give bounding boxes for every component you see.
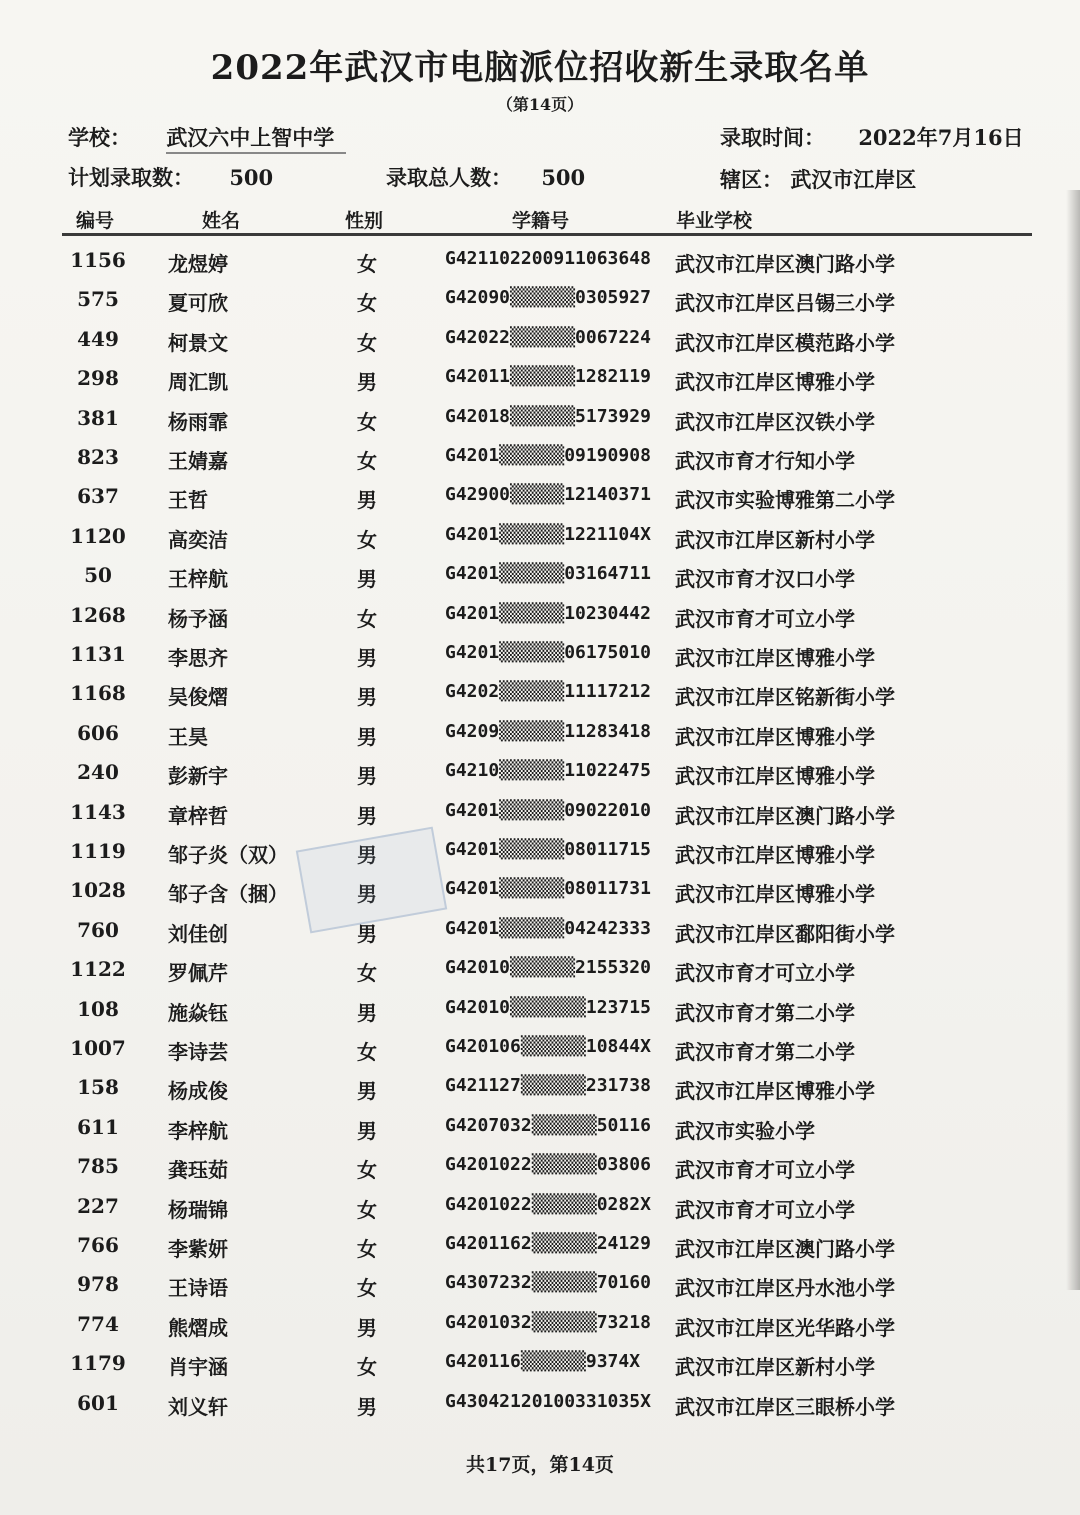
row-graduate-school: 武汉市江岸区模范路小学: [675, 330, 895, 355]
row-sex: 男: [357, 921, 377, 946]
row-name: 邹子炎（双）: [168, 843, 288, 867]
column-header-no: 编号: [76, 210, 115, 232]
row-name: 邹子含（捆）: [168, 882, 288, 907]
column-header-name: 姓名: [202, 210, 241, 232]
table-row: [0, 1383, 1080, 1422]
table-row: [0, 358, 1080, 397]
row-sex: 女: [357, 1040, 377, 1064]
row-student-id: G42011▒▒▒▒▒▒1282119: [445, 366, 651, 388]
row-sex: 男: [357, 1079, 377, 1104]
row-student-id: G42010▒▒▒▒▒▒▒123715: [445, 996, 651, 1018]
row-name: 王哲: [168, 488, 208, 513]
row-name: 章梓哲: [168, 803, 228, 828]
table-row: [0, 437, 1080, 476]
row-name: 高奕洁: [168, 527, 228, 552]
table-row: [0, 1186, 1080, 1225]
row-student-id: G4201022▒▒▒▒▒▒03806: [445, 1154, 651, 1176]
row-student-id: G4207032▒▒▒▒▒▒50116: [445, 1114, 651, 1136]
total-value: 500: [541, 165, 586, 190]
row-sex: 男: [357, 724, 377, 749]
table-row: [0, 398, 1080, 437]
row-name: 罗佩芹: [168, 961, 228, 986]
row-sex: 女: [357, 330, 377, 355]
row-name: 施焱钰: [168, 1000, 228, 1025]
row-sex: 女: [357, 606, 377, 631]
row-name: 刘佳创: [168, 921, 228, 946]
row-sex: 男: [357, 843, 377, 867]
table-row: [0, 1343, 1080, 1382]
row-name: 杨予涵: [168, 606, 228, 631]
row-name: 王梓航: [168, 567, 228, 592]
row-name: 李紫妍: [168, 1237, 228, 1261]
row-student-id: G420106▒▒▒▒▒▒10844X: [445, 1036, 651, 1057]
table-row: [0, 752, 1080, 791]
row-student-id: G4210▒▒▒▒▒▒11022475: [445, 760, 651, 782]
row-student-id: G42010▒▒▒▒▒▒2155320: [445, 957, 651, 979]
school-field: [68, 122, 346, 152]
row-student-id: G4201▒▒▒▒▒▒09190908: [445, 445, 651, 466]
plan-field: [68, 162, 273, 192]
row-name: 李思齐: [168, 646, 228, 670]
row-number: 823: [77, 445, 119, 469]
row-student-id: G4201▒▒▒▒▒▒04242333: [445, 917, 651, 939]
table-row: [0, 1264, 1080, 1303]
row-student-id: G420116▒▒▒▒▒▒9374X: [445, 1351, 641, 1373]
school-label: 学校：: [68, 125, 131, 150]
row-name: 彭新宇: [168, 764, 228, 789]
row-student-id: G42090▒▒▒▒▒▒0305927: [445, 287, 651, 309]
row-graduate-school: 武汉市江岸区博雅小学: [675, 764, 875, 789]
row-graduate-school: 武汉市江岸区澳门路小学: [675, 1237, 895, 1261]
row-graduate-school: 武汉市江岸区丹水池小学: [675, 1276, 895, 1301]
row-number: 108: [77, 996, 119, 1021]
row-number: 1179: [70, 1351, 126, 1376]
header-divider: [62, 233, 1032, 236]
table-row: [0, 1028, 1080, 1067]
plan-label: 计划录取数：: [68, 165, 194, 190]
table-row: [0, 319, 1080, 358]
school-value: 武汉六中上智中学: [166, 125, 346, 154]
row-graduate-school: 武汉市江岸区博雅小学: [675, 370, 875, 395]
row-number: 978: [77, 1272, 119, 1297]
page-edge-shadow: [1066, 190, 1080, 1290]
page-footer: 共17页，第14页: [466, 1454, 614, 1476]
row-graduate-school: 武汉市育才行知小学: [675, 449, 855, 473]
row-number: 760: [77, 917, 119, 942]
row-name: 熊熠成: [168, 1315, 228, 1340]
row-sex: 女: [357, 1237, 377, 1261]
row-number: 785: [77, 1154, 119, 1179]
row-name: 刘义轩: [168, 1394, 228, 1419]
row-name: 肖宇涵: [168, 1355, 228, 1380]
row-number: 1028: [70, 878, 126, 903]
total-field: [386, 162, 585, 192]
row-number: 50: [84, 563, 112, 588]
column-header-id: 学籍号: [512, 210, 570, 232]
row-sex: 女: [357, 449, 377, 473]
column-header-school: 毕业学校: [676, 210, 753, 232]
district-value: 武汉市江岸区: [790, 167, 917, 192]
table-row: [0, 279, 1080, 318]
row-student-id: G4201162▒▒▒▒▒▒24129: [445, 1233, 651, 1254]
row-name: 王婧嘉: [168, 449, 228, 473]
row-graduate-school: 武汉市江岸区博雅小学: [675, 724, 875, 749]
admit-time-value: 2022年7月16日: [858, 125, 1024, 150]
row-graduate-school: 武汉市江岸区博雅小学: [675, 882, 875, 907]
row-sex: 男: [357, 882, 377, 907]
row-sex: 男: [357, 1118, 377, 1143]
row-name: 李梓航: [168, 1118, 228, 1143]
row-sex: 男: [357, 1394, 377, 1419]
row-sex: 女: [357, 252, 377, 276]
row-sex: 男: [357, 1315, 377, 1340]
row-number: 298: [77, 366, 119, 391]
row-graduate-school: 武汉市育才可立小学: [675, 1197, 855, 1222]
table-row: [0, 1304, 1080, 1343]
row-graduate-school: 武汉市江岸区铭新街小学: [675, 685, 895, 710]
row-graduate-school: 武汉市育才第二小学: [675, 1000, 855, 1025]
row-graduate-school: 武汉市育才可立小学: [675, 1158, 855, 1183]
row-student-id: G4201▒▒▒▒▒▒08011715: [445, 839, 651, 860]
row-graduate-school: 武汉市江岸区澳门路小学: [675, 803, 895, 828]
row-graduate-school: 武汉市江岸区光华路小学: [675, 1315, 895, 1340]
district-label: 辖区：: [720, 167, 783, 192]
row-student-id: G4201▒▒▒▒▒▒1221104X: [445, 523, 651, 545]
row-graduate-school: 武汉市育才汉口小学: [675, 567, 855, 592]
row-number: 1122: [70, 957, 126, 982]
row-sex: 男: [357, 370, 377, 395]
row-sex: 男: [357, 764, 377, 789]
table-row: [0, 595, 1080, 634]
table-row: [0, 949, 1080, 988]
admit-time-field: [720, 122, 1024, 152]
total-label: 录取总人数：: [386, 165, 512, 190]
column-header-sex: 性别: [345, 210, 384, 232]
row-student-id: G4307232▒▒▒▒▒▒70160: [445, 1272, 651, 1294]
row-student-id: G4201022▒▒▒▒▒▒0282X: [445, 1193, 651, 1215]
row-number: 1156: [70, 248, 126, 272]
row-student-id: G4201▒▒▒▒▒▒06175010: [445, 642, 651, 663]
plan-value: 500: [229, 165, 274, 190]
table-row: [0, 1146, 1080, 1185]
row-number: 449: [77, 326, 119, 351]
table-row: [0, 831, 1080, 870]
row-sex: 男: [357, 646, 377, 670]
table-row: [0, 476, 1080, 515]
row-number: 606: [77, 720, 119, 745]
row-student-id: G4201▒▒▒▒▒▒03164711: [445, 563, 651, 585]
row-number: 766: [77, 1233, 119, 1257]
row-number: 158: [77, 1075, 119, 1100]
row-number: 1268: [70, 602, 126, 627]
row-graduate-school: 武汉市江岸区吕锡三小学: [675, 291, 895, 316]
row-number: 1119: [70, 839, 126, 863]
row-student-id: G4202▒▒▒▒▒▒11117212: [445, 681, 651, 703]
row-graduate-school: 武汉市江岸区澳门路小学: [675, 252, 895, 276]
table-row: [0, 1067, 1080, 1106]
table-row: [0, 792, 1080, 831]
table-row: [0, 240, 1080, 279]
row-graduate-school: 武汉市育才第二小学: [675, 1040, 855, 1064]
table-row: [0, 516, 1080, 555]
row-graduate-school: 武汉市江岸区鄱阳街小学: [675, 921, 895, 946]
row-sex: 女: [357, 1197, 377, 1222]
table-row: [0, 673, 1080, 712]
row-sex: 女: [357, 527, 377, 552]
row-student-id: G4304212010​0331035X: [445, 1390, 651, 1412]
row-number: 1168: [70, 681, 126, 706]
page-subtitle: （第14页）: [496, 95, 584, 114]
admit-time-label: 录取时间：: [720, 125, 825, 150]
row-sex: 女: [357, 291, 377, 316]
row-graduate-school: 武汉市江岸区汉铁小学: [675, 409, 875, 434]
row-graduate-school: 武汉市江岸区博雅小学: [675, 1079, 875, 1104]
row-student-id: G4201▒▒▒▒▒▒09022010: [445, 799, 651, 821]
row-number: 227: [77, 1193, 119, 1218]
table-row: [0, 713, 1080, 752]
row-sex: 男: [357, 1000, 377, 1025]
row-name: 柯景文: [168, 330, 228, 355]
row-number: 611: [77, 1114, 119, 1139]
row-graduate-school: 武汉市江岸区三眼桥小学: [675, 1394, 895, 1419]
row-number: 381: [77, 405, 119, 430]
row-graduate-school: 武汉市江岸区新村小学: [675, 527, 875, 552]
row-name: 吴俊熠: [168, 685, 228, 710]
row-name: 夏可欣: [168, 291, 228, 316]
table-row: [0, 870, 1080, 909]
document-title: 2022年武汉市电脑派位招收新生录取名单: [210, 48, 870, 88]
row-number: 637: [77, 484, 119, 509]
table-row: [0, 910, 1080, 949]
row-number: 1120: [70, 523, 126, 548]
row-sex: 女: [357, 1355, 377, 1380]
row-name: 周汇凯: [168, 370, 228, 395]
table-row: [0, 1225, 1080, 1264]
row-sex: 女: [357, 961, 377, 986]
row-name: 李诗芸: [168, 1040, 228, 1064]
row-graduate-school: 武汉市江岸区新村小学: [675, 1355, 875, 1380]
table-row: [0, 1107, 1080, 1146]
row-sex: 女: [357, 1158, 377, 1183]
row-name: 杨瑞锦: [168, 1197, 228, 1222]
row-student-id: G421127▒▒▒▒▒▒231738: [445, 1075, 651, 1097]
row-sex: 男: [357, 488, 377, 513]
row-name: 杨成俊: [168, 1079, 228, 1104]
row-graduate-school: 武汉市江岸区博雅小学: [675, 843, 875, 867]
row-student-id: G4201▒▒▒▒▒▒10230442: [445, 602, 651, 624]
row-student-id: G4201032▒▒▒▒▒▒73218: [445, 1311, 651, 1333]
row-number: 240: [77, 760, 119, 785]
table-row: [0, 989, 1080, 1028]
table-row: [0, 555, 1080, 594]
row-graduate-school: 武汉市育才可立小学: [675, 606, 855, 631]
row-number: 1143: [70, 799, 126, 824]
row-number: 601: [77, 1390, 119, 1415]
row-graduate-school: 武汉市育才可立小学: [675, 961, 855, 986]
row-number: 774: [77, 1311, 119, 1336]
row-number: 575: [77, 287, 119, 312]
row-sex: 男: [357, 803, 377, 828]
row-name: 龙煜婷: [168, 252, 228, 276]
row-sex: 男: [357, 567, 377, 592]
row-student-id: G4201▒▒▒▒▒▒08011731: [445, 878, 651, 900]
row-name: 杨雨霏: [168, 409, 228, 434]
row-student-id: G42900▒▒▒▒▒12140371: [445, 484, 651, 506]
row-graduate-school: 武汉市江岸区博雅小学: [675, 646, 875, 670]
row-sex: 男: [357, 685, 377, 710]
row-student-id: G42018▒▒▒▒▒▒5173929: [445, 405, 651, 427]
row-graduate-school: 武汉市实验博雅第二小学: [675, 488, 895, 513]
row-name: 王昊: [168, 724, 208, 749]
row-sex: 女: [357, 409, 377, 434]
table-row: [0, 634, 1080, 673]
row-student-id: G42022▒▒▒▒▒▒0067224: [445, 326, 651, 348]
row-student-id: G421102200911063648: [445, 248, 651, 269]
row-name: 王诗语: [168, 1276, 228, 1301]
row-name: 龚珏茹: [168, 1158, 228, 1183]
row-student-id: G4209▒▒▒▒▒▒11283418: [445, 720, 651, 742]
row-number: 1007: [70, 1036, 126, 1060]
row-graduate-school: 武汉市实验小学: [675, 1118, 815, 1143]
district-field: [720, 164, 916, 194]
row-sex: 女: [357, 1276, 377, 1301]
row-number: 1131: [70, 642, 126, 666]
